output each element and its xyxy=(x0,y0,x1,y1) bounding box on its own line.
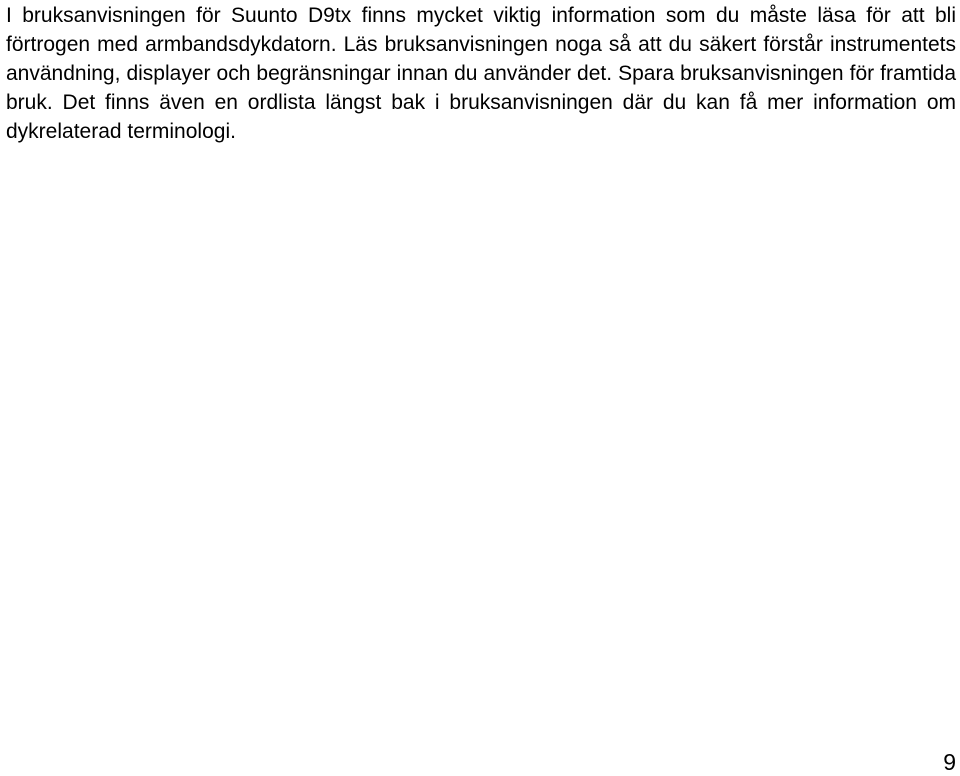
intro-paragraph: I bruksanvisningen för Suunto D9tx finns mycket viktig information som du måste läsa för att bli förtrogen med armbandsdykdatorn. Läs bruksanvisningen noga så att du säkert förstår instrumentets användning, displayer och begränsningar innan du använder det. Spara bruksanvisningen för framtida bruk. Det finns även en ordlista längst bak i bruksanvisningen där du kan få mer information om dykrelaterad terminologi. xyxy=(6,4,956,143)
page-number: 9 xyxy=(943,749,956,775)
